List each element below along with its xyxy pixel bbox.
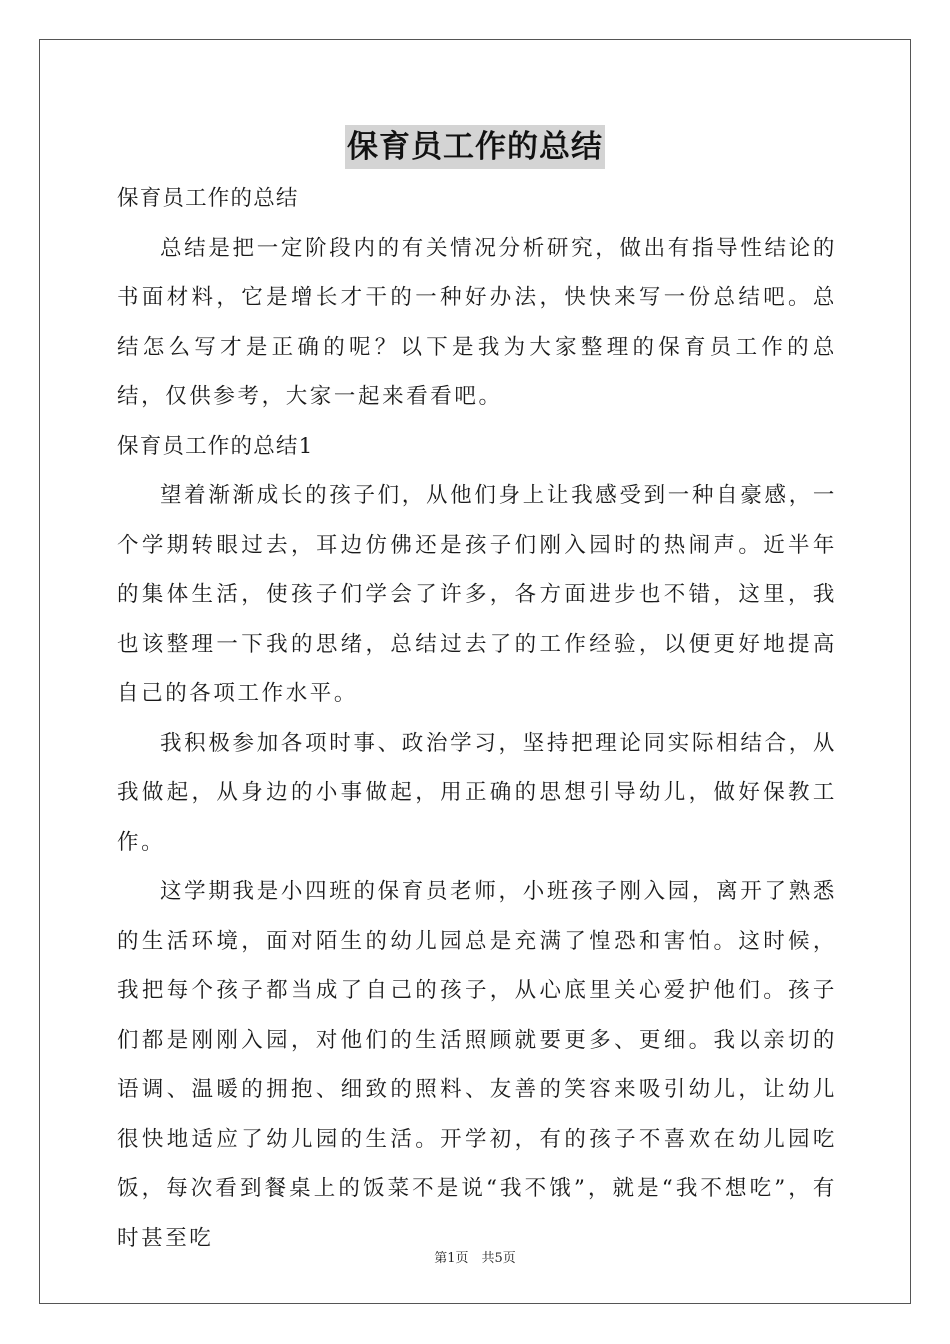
body-paragraph: 我积极参加各项时事、政治学习，坚持把理论同实际相结合，从我做起，从身边的小事做起，用正确的思想引导幼儿，做好保教工作。 (117, 730, 837, 855)
document-body (117, 174, 837, 1263)
body-paragraph: 总结是把一定阶段内的有关情况分析研究，做出有指导性结论的书面材料，它是增长才干的一种好办法，快快来写一份总结吧。总结怎么写才是正确的呢？以下是我为大家整理的保育员工作的总结，仅供参考，大家一起来看看吧。 (117, 235, 837, 409)
page-number-label: 第1页 共5页 (434, 1251, 516, 1266)
body-paragraph: 望着渐渐成长的孩子们，从他们身上让我感受到一种自豪感，一个学期转眼过去，耳边仿佛还是孩子们刚入园时的热闹声。近半年的集体生活，使孩子们学会了许多，各方面进步也不错，这里，我也该整理一下我的思绪，总结过去了的工作经验，以便更好地提高自己的各项工作水平。 (117, 483, 837, 706)
section-heading: 保育员工作的总结1 (117, 433, 314, 459)
document-title: 保育员工作的总结 (345, 125, 605, 169)
section-heading: 保育员工作的总结 (117, 186, 299, 211)
body-paragraph: 这学期我是小四班的保育员老师，小班孩子刚入园，离开了熟悉的生活环境，面对陌生的幼儿园总是充满了惶恐和害怕。这时候，我把每个孩子都当成了自己的孩子，从心底里关心爱护他们。孩子们都是刚刚入园，对他们的生活照顾就要更多、更细。我以亲切的语调、温暖的拥抱、细致的照料、友善的笑容来吸引幼儿，让幼儿很快地适应了幼儿园的生活。开学初，有的孩子不喜欢在幼儿园吃饭，每次看到餐桌上的饭菜不是说“我不饿”，就是“我不想吃”，有时甚至吃 (117, 879, 837, 1251)
page-footer (0, 1247, 950, 1266)
title-wrap (0, 125, 950, 169)
